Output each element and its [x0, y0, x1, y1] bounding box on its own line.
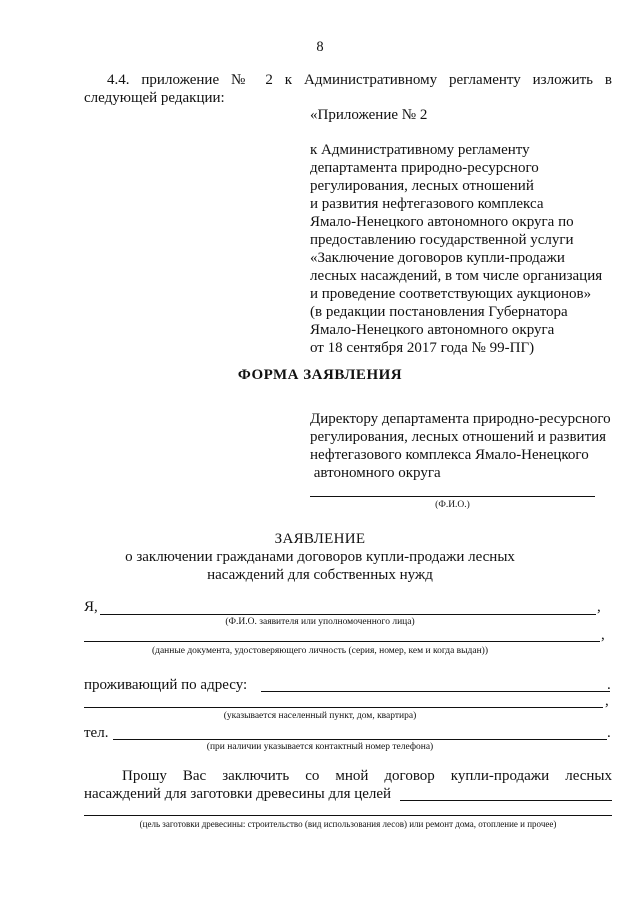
address-field-line-2[interactable]	[84, 707, 603, 708]
address-caption: (указывается населенный пункт, дом, квартира)	[223, 711, 417, 721]
addressee-line: Директору департамента природно-ресурсного	[310, 411, 611, 427]
ya-label: Я,	[84, 599, 98, 615]
identity-document-field[interactable]	[84, 641, 600, 642]
statement-heading: ЗАЯВЛЕНИЕ	[274, 531, 366, 547]
appendix-body	[310, 141, 602, 357]
appendix-line: и развития нефтегазового комплекса	[310, 196, 544, 212]
appendix-line: Ямало-Ненецкого автономного округа по	[310, 214, 574, 230]
intro-line-2: следующей редакции:	[84, 90, 225, 106]
tel-caption: (при наличии указывается контактный номер телефона)	[206, 742, 434, 752]
appendix-line: Ямало-Ненецкого автономного округа	[310, 322, 555, 338]
addressee-line: регулирования, лесных отношений и развития	[310, 429, 607, 445]
dot-2: .	[607, 725, 611, 741]
page-number: 8	[316, 39, 324, 55]
fio-caption: (Ф.И.О.)	[435, 500, 470, 510]
appendix-line: «Заключение договоров купли-продажи	[310, 250, 565, 266]
dot-1: .	[607, 677, 611, 693]
request-line-2: насаждений для заготовки древесины для целей	[84, 786, 392, 802]
comma-1: ,	[597, 599, 601, 615]
fio-underline	[310, 496, 595, 497]
appendix-line: предоставлению государственной услуги	[310, 232, 574, 248]
comma-3: ,	[605, 693, 609, 709]
addressee-block	[310, 410, 611, 482]
statement-subtitle-2: насаждений для собственных нужд	[207, 567, 433, 583]
addressee-line: нефтегазового комплекса Ямало-Ненецкого	[310, 447, 589, 463]
addressee-line: автономного округа	[310, 465, 441, 481]
address-label: проживающий по адресу:	[84, 677, 248, 693]
purpose-caption: (цель заготовки древесины: строительство (вид использования лесов) или ремонт дома, отопление и прочее)	[139, 819, 557, 829]
tel-label: тел.	[84, 725, 109, 741]
appendix-line: регулирования, лесных отношений	[310, 178, 534, 194]
purpose-field[interactable]	[400, 800, 612, 801]
appendix-line: и проведение соответствующих аукционов»	[310, 286, 592, 302]
statement-subtitle-1: о заключении гражданами договоров купли-продажи лесных	[125, 549, 515, 565]
purpose-field-line-2[interactable]	[84, 815, 612, 816]
request-line-1: Прошу Вас заключить со мной договор купли-продажи лесных	[122, 768, 612, 784]
intro-line-1: 4.4. приложение № 2 к Административному регламенту изложить в	[107, 72, 612, 88]
doc-caption: (данные документа, удостоверяющего личность (серия, номер, кем и когда выдан))	[151, 646, 489, 656]
address-field[interactable]	[261, 691, 610, 692]
appendix-line: от 18 сентября 2017 года № 99-ПГ)	[310, 340, 535, 356]
ya-caption: (Ф.И.О. заявителя или уполномоченного лица)	[225, 617, 415, 627]
phone-field[interactable]	[113, 739, 607, 740]
appendix-line: (в редакции постановления Губернатора	[310, 304, 568, 320]
applicant-name-field[interactable]	[100, 614, 596, 615]
form-title: ФОРМА ЗАЯВЛЕНИЯ	[237, 367, 403, 383]
comma-2: ,	[601, 627, 605, 643]
appendix-line: лесных насаждений, в том числе организация	[310, 268, 603, 284]
appendix-title: «Приложение № 2	[310, 107, 428, 123]
appendix-line: к Административному регламенту	[310, 142, 530, 158]
appendix-line: департамента природно-ресурсного	[310, 160, 539, 176]
